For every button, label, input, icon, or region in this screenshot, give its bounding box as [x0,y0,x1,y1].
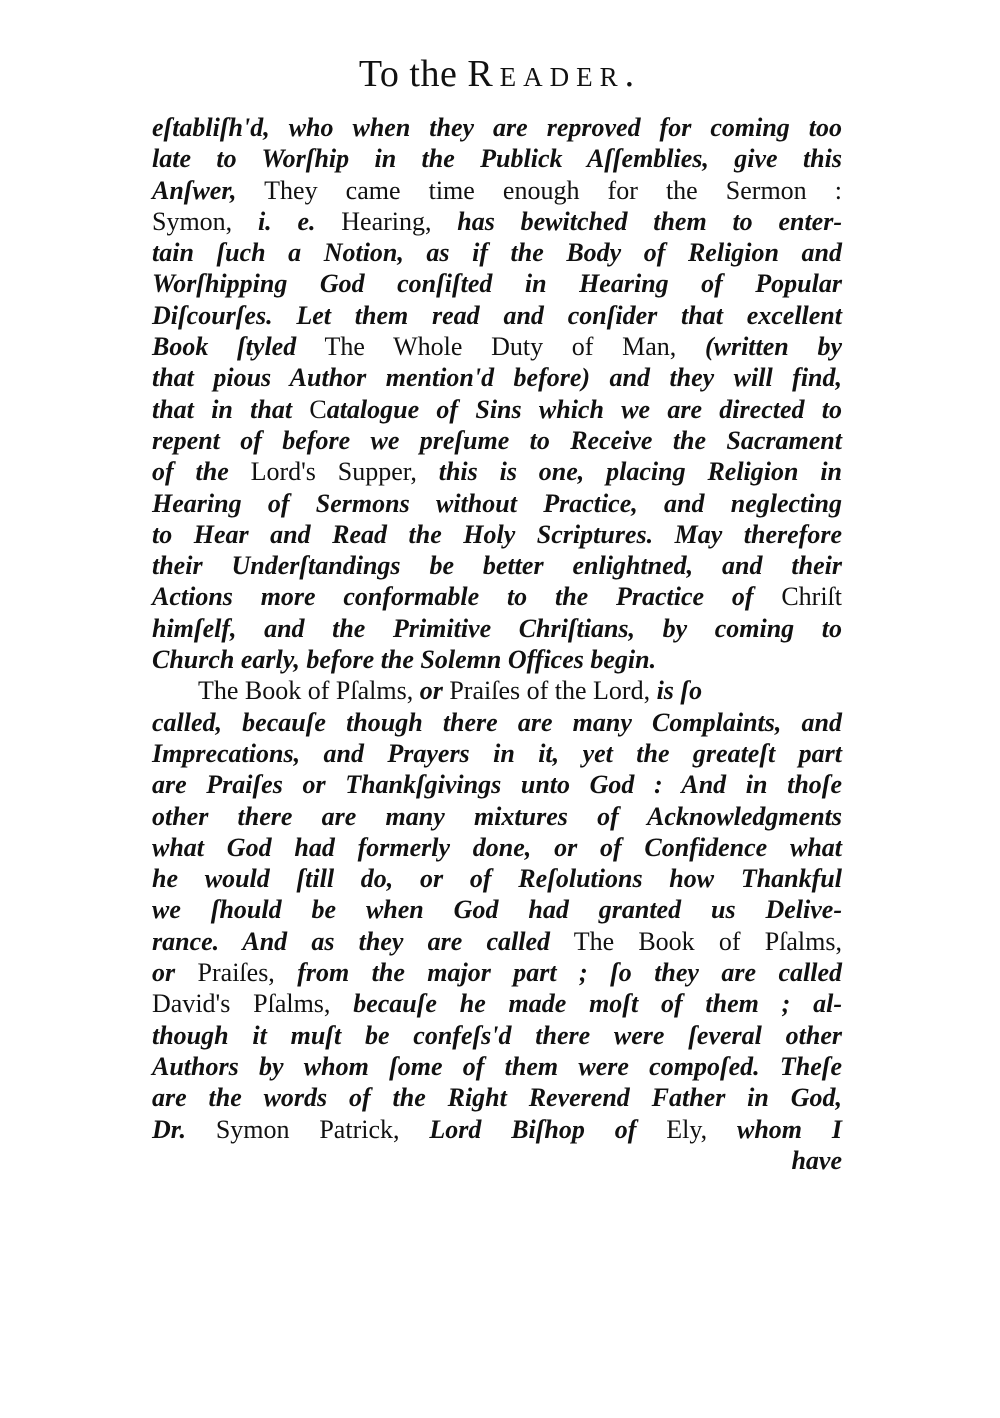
italic-run: other there are many mixtures of Acknowledgments [152,801,842,831]
italic-run: of the [152,457,229,487]
italic-run: Worſhipping God conſiſted in Hearing of Popular [152,269,842,299]
text-line [152,488,842,519]
text-line [152,644,842,675]
roman-run: They came time enough for the Sermon : [236,175,842,205]
text-line [152,1114,842,1145]
roman-run: The Whole Duty of Man, [296,332,705,362]
text-line [152,988,842,1019]
text-line [152,175,842,206]
italic-run: Imprecations, and Prayers in it, yet the greateſt part [152,738,842,768]
text-line [152,519,842,550]
text-line [152,801,842,832]
italic-run: whom I [737,1114,842,1144]
text-line [152,738,842,769]
roman-run: Ely, [636,1114,737,1144]
text-line [152,1051,842,1082]
italic-run: he would ſtill do, or of Reſolutions how Thankful [152,864,842,894]
roman-run: David's Pſalms, [152,989,354,1019]
italic-run: (written by [704,332,842,362]
text-line [152,769,842,800]
text-line [152,237,842,268]
italic-run: we ſhould be when God had granted us Delive- [152,895,842,925]
text-line [152,394,842,425]
italic-run: Lord Biſhop of [429,1114,637,1144]
text-line [152,1082,842,1113]
italic-run: has bewitched them to enter- [457,206,842,236]
text-line [152,300,842,331]
italic-run: this is one, placing Religion in [438,457,842,487]
catchword [152,1145,842,1176]
italic-run: or [152,958,176,988]
italic-run: from the major part ; ſo they are called [297,958,842,988]
roman-run: Symon, [152,206,258,236]
text-line [152,550,842,581]
italic-run: that in that [152,394,310,424]
roman-run: Chriſt [753,582,843,612]
text-line [152,143,842,174]
italic-run: himſelf, and the Primitive Chriſtians, by coming to [152,613,842,643]
italic-run: Church early, before the Solemn Offices begin. [152,645,657,675]
text-line [152,926,842,957]
roman-run: Praiſes of the Lord, [442,676,657,706]
body-text [152,112,842,1176]
roman-run: Praiſes, [175,958,298,988]
italic-run: that pious Author mention'd before) and they will find, [152,363,842,393]
italic-run: rance. And as they are called [152,926,550,956]
italic-run: to Hear and Read the Holy Scriptures. May therefore [152,519,842,549]
text-line [152,1020,842,1051]
italic-run: though it muſt be confeſs'd there were ſeveral other [152,1020,842,1050]
italic-run: what God had formerly done, or of Confidence what [152,832,842,862]
text-line [152,362,842,393]
text-line [152,425,842,456]
text-line [152,268,842,299]
italic-run: repent of before we preſume to Receive the Sacrament [152,425,842,455]
text-line [152,707,842,738]
italic-run: Hearing of Sermons without Practice, and neglecting [152,488,842,518]
italic-run: Authors by whom ſome of them were compoſed. Theſe [152,1051,842,1081]
italic-run: have [791,1145,842,1175]
italic-run: Dr. [152,1114,186,1144]
italic-run: late to Worſhip in the Publick Aſſemblies, give this [152,144,842,174]
italic-run: is ſo [656,676,703,706]
italic-run: eſtabliſh'd, who when they are reproved for coming too [152,113,842,142]
roman-run: Lord's Supper, [228,457,439,487]
text-line [152,863,842,894]
italic-run: tain ſuch a Notion, as if the Body of Religion and [152,238,842,268]
running-header-prefix: To the [358,53,468,95]
roman-run: Symon Patrick, [185,1114,430,1144]
italic-run: Book ſtyled [152,332,297,362]
running-header-emphasis: Reader. [467,53,642,95]
text-line [152,581,842,612]
roman-run: C [309,394,327,424]
roman-run: The Book of Pſalms, [198,676,420,706]
italic-run: Anſwer, [152,175,237,205]
roman-run: The Book of Pſalms, [550,926,842,956]
text-line [152,331,842,362]
italic-run: Diſcourſes. Let them read and conſider that excellent [152,300,842,330]
italic-run: called, becauſe though there are many Complaints, and [152,707,842,737]
italic-run: atalogue of Sins which we are directed to [326,394,842,424]
text-line [152,894,842,925]
italic-run: Actions more conformable to the Practice of [152,582,754,612]
text-line [152,832,842,863]
roman-run: Hearing, [315,206,458,236]
italic-run: are the words of the Right Reverend Father in God, [152,1083,842,1113]
text-line [152,613,842,644]
italic-run: i. e. [257,206,316,236]
text-line [152,206,842,237]
italic-run: becauſe he made moſt of them ; al- [353,989,842,1019]
text-line [152,456,842,487]
italic-run: are Praiſes or Thankſgivings unto God : And in thoſe [152,770,842,800]
running-header [0,50,1000,98]
text-line [152,957,842,988]
text-line [152,675,842,706]
italic-run: their Underſtandings be better enlightned, and their [152,551,842,581]
text-line [152,112,842,143]
italic-run: or [419,676,443,706]
